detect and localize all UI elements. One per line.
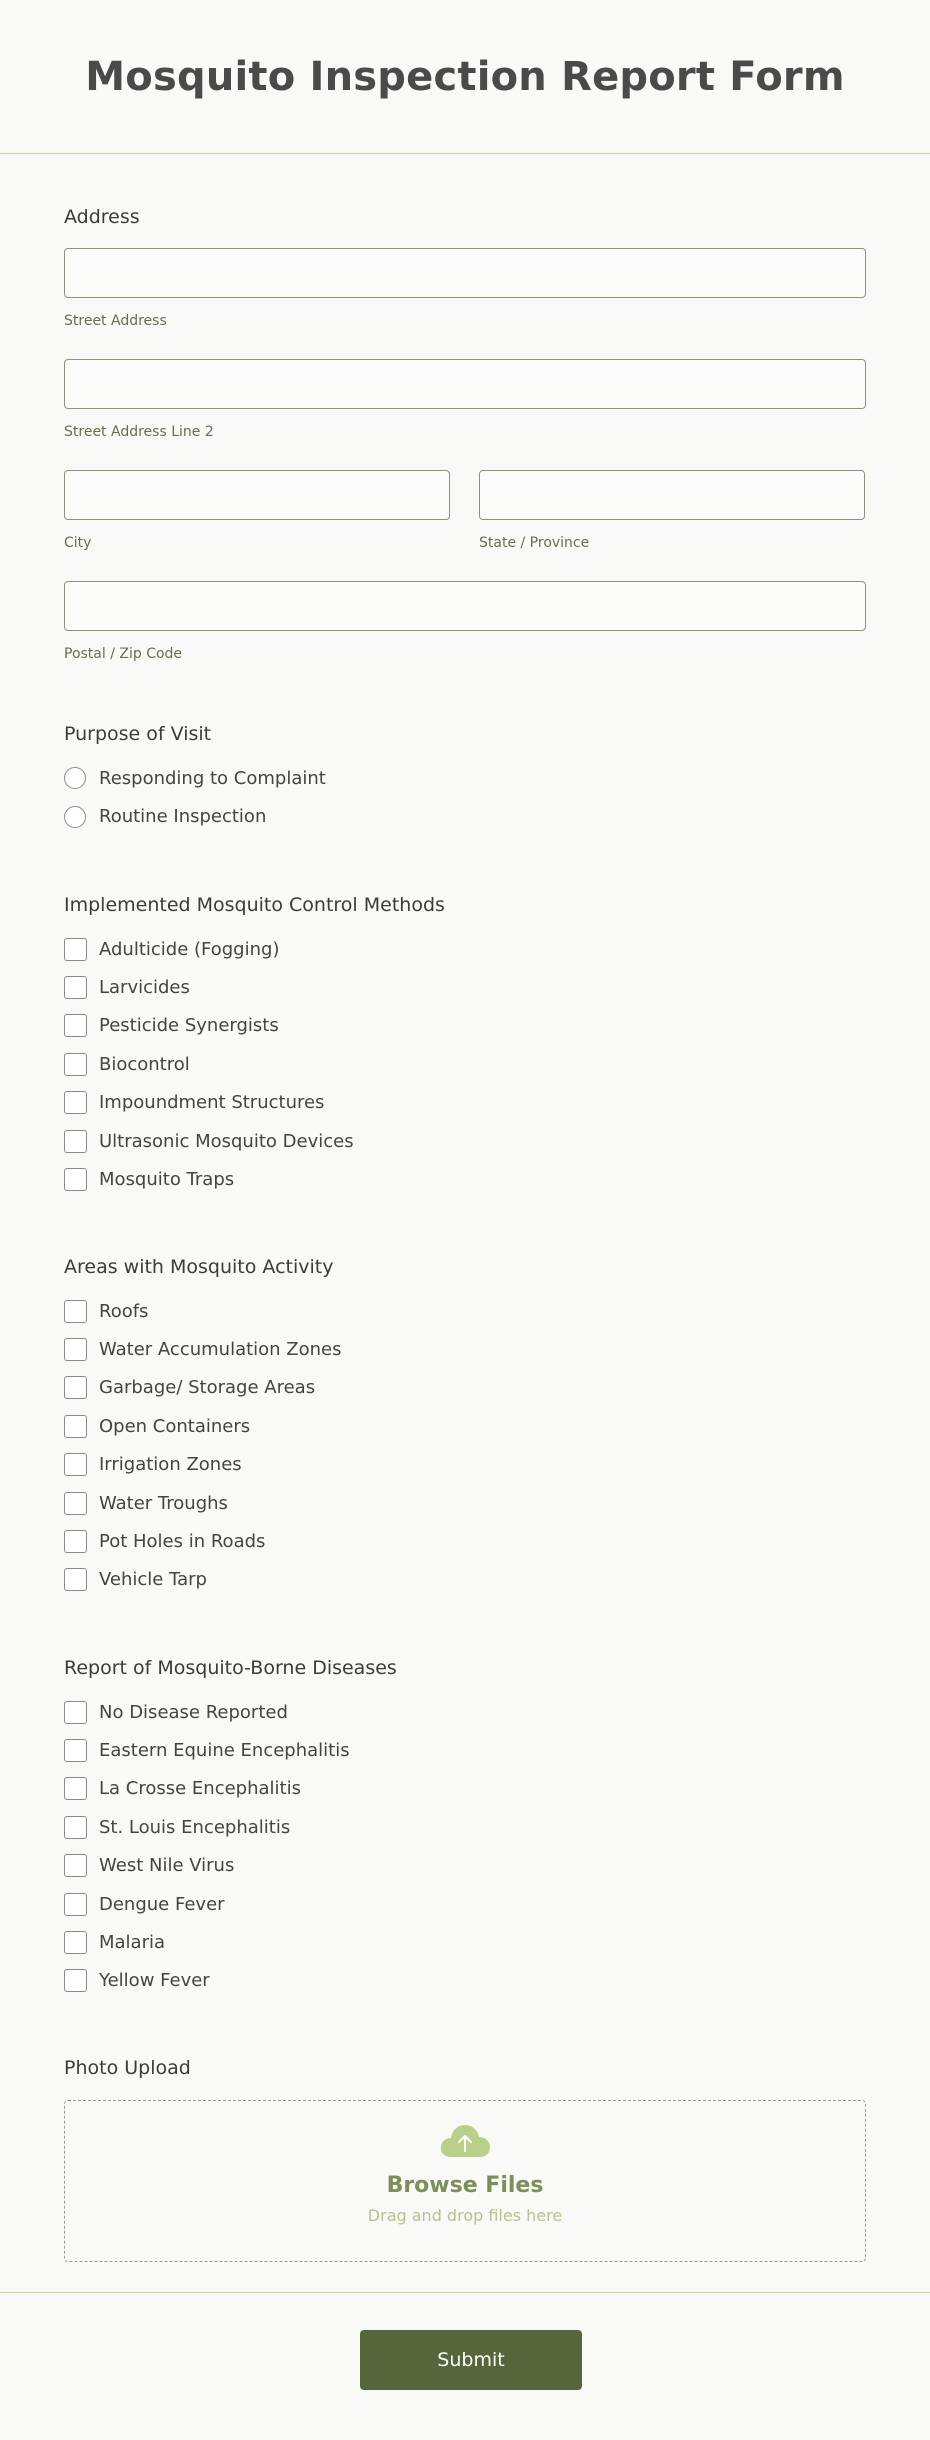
option-label: Malaria bbox=[99, 1932, 166, 1954]
checkbox[interactable] bbox=[64, 1376, 87, 1399]
radio-button[interactable] bbox=[64, 767, 86, 789]
activity-areas-section bbox=[64, 1256, 333, 1278]
address-section bbox=[64, 206, 140, 228]
area-option-pot-holes[interactable] bbox=[64, 1522, 342, 1560]
option-label: Larvicides bbox=[99, 977, 190, 999]
checkbox[interactable] bbox=[64, 1492, 87, 1515]
footer-divider bbox=[0, 2292, 930, 2293]
checkbox[interactable] bbox=[64, 1453, 87, 1476]
checkbox[interactable] bbox=[64, 1530, 87, 1553]
city-input[interactable] bbox=[64, 470, 450, 520]
checkbox[interactable] bbox=[64, 1816, 87, 1839]
disease-option-la-crosse[interactable] bbox=[64, 1770, 350, 1808]
option-label: Biocontrol bbox=[99, 1053, 190, 1075]
option-label: Eastern Equine Encephalitis bbox=[99, 1740, 350, 1762]
postal-code-sublabel: Postal / Zip Code bbox=[64, 646, 183, 662]
purpose-label: Purpose of Visit bbox=[64, 723, 212, 745]
purpose-options bbox=[64, 759, 326, 836]
street-address-input[interactable] bbox=[64, 248, 866, 298]
control-option-adulticide[interactable] bbox=[64, 930, 354, 968]
checkbox[interactable] bbox=[64, 1701, 87, 1724]
checkbox[interactable] bbox=[64, 1568, 87, 1591]
option-label: Routine Inspection bbox=[99, 806, 267, 828]
street-address-group bbox=[64, 248, 866, 329]
option-label: Mosquito Traps bbox=[99, 1169, 235, 1191]
option-label: Yellow Fever bbox=[99, 1970, 210, 1992]
option-label: Impoundment Structures bbox=[99, 1092, 325, 1114]
diseases-label: Report of Mosquito-Borne Diseases bbox=[64, 1657, 397, 1679]
option-label: Pot Holes in Roads bbox=[99, 1531, 266, 1553]
purpose-option-complaint[interactable] bbox=[64, 759, 326, 797]
checkbox[interactable] bbox=[64, 1415, 87, 1438]
disease-option-st-louis[interactable] bbox=[64, 1808, 350, 1846]
checkbox[interactable] bbox=[64, 938, 87, 961]
street-address-line2-group bbox=[64, 359, 866, 440]
option-label: Adulticide (Fogging) bbox=[99, 938, 280, 960]
purpose-section bbox=[64, 723, 211, 745]
form-header bbox=[0, 0, 930, 154]
photo-upload-section bbox=[64, 2057, 191, 2079]
activity-areas-options bbox=[64, 1292, 342, 1599]
form-title: Mosquito Inspection Report Form bbox=[85, 53, 845, 100]
city-sublabel: City bbox=[64, 535, 92, 551]
option-label: Ultrasonic Mosquito Devices bbox=[99, 1130, 354, 1152]
control-option-biocontrol[interactable] bbox=[64, 1045, 354, 1083]
state-sublabel: State / Province bbox=[479, 535, 590, 551]
option-label: Water Troughs bbox=[99, 1492, 228, 1514]
disease-option-yellow-fever[interactable] bbox=[64, 1962, 350, 2000]
area-option-irrigation[interactable] bbox=[64, 1446, 342, 1484]
option-label: Dengue Fever bbox=[99, 1893, 225, 1915]
browse-files-button[interactable]: Browse Files bbox=[386, 2173, 544, 2198]
option-label: West Nile Virus bbox=[99, 1855, 235, 1877]
street-address-line2-sublabel: Street Address Line 2 bbox=[64, 424, 214, 440]
checkbox[interactable] bbox=[64, 976, 87, 999]
purpose-option-routine[interactable] bbox=[64, 797, 326, 835]
checkbox[interactable] bbox=[64, 1091, 87, 1114]
disease-option-west-nile[interactable] bbox=[64, 1847, 350, 1885]
option-label: Garbage/ Storage Areas bbox=[99, 1377, 316, 1399]
street-address-sublabel: Street Address bbox=[64, 313, 167, 329]
activity-areas-label: Areas with Mosquito Activity bbox=[64, 1256, 334, 1278]
checkbox[interactable] bbox=[64, 1739, 87, 1762]
control-option-ultrasonic[interactable] bbox=[64, 1122, 354, 1160]
city-group bbox=[64, 470, 450, 551]
checkbox[interactable] bbox=[64, 1777, 87, 1800]
control-methods-options bbox=[64, 930, 354, 1199]
option-label: Vehicle Tarp bbox=[99, 1569, 207, 1591]
option-label: Open Containers bbox=[99, 1415, 251, 1437]
control-option-larvicides[interactable] bbox=[64, 968, 354, 1006]
submit-button[interactable]: Submit bbox=[360, 2330, 582, 2390]
postal-code-group bbox=[64, 581, 866, 662]
option-label: St. Louis Encephalitis bbox=[99, 1816, 291, 1838]
file-drop-zone[interactable] bbox=[64, 2100, 866, 2262]
area-option-vehicle-tarp[interactable] bbox=[64, 1561, 342, 1599]
option-label: Responding to Complaint bbox=[99, 767, 326, 789]
checkbox[interactable] bbox=[64, 1854, 87, 1877]
checkbox[interactable] bbox=[64, 1338, 87, 1361]
option-label: Roofs bbox=[99, 1300, 149, 1322]
option-label: Irrigation Zones bbox=[99, 1454, 242, 1476]
checkbox[interactable] bbox=[64, 1969, 87, 1992]
diseases-section bbox=[64, 1657, 397, 1679]
disease-option-malaria[interactable] bbox=[64, 1923, 350, 1961]
radio-button[interactable] bbox=[64, 806, 86, 828]
address-label: Address bbox=[64, 206, 140, 228]
control-option-impoundment[interactable] bbox=[64, 1084, 354, 1122]
drag-drop-hint: Drag and drop files here bbox=[367, 2206, 563, 2225]
disease-option-eee[interactable] bbox=[64, 1731, 350, 1769]
area-option-roofs[interactable] bbox=[64, 1292, 342, 1330]
area-option-water-accumulation[interactable] bbox=[64, 1330, 342, 1368]
area-option-open-containers[interactable] bbox=[64, 1407, 342, 1445]
area-option-garbage[interactable] bbox=[64, 1369, 342, 1407]
state-input[interactable] bbox=[479, 470, 865, 520]
control-option-traps[interactable] bbox=[64, 1160, 354, 1198]
photo-upload-label: Photo Upload bbox=[64, 2057, 191, 2079]
control-methods-label: Implemented Mosquito Control Methods bbox=[64, 894, 445, 916]
area-option-water-troughs[interactable] bbox=[64, 1484, 342, 1522]
checkbox[interactable] bbox=[64, 1130, 87, 1153]
checkbox[interactable] bbox=[64, 1893, 87, 1916]
street-address-line2-input[interactable] bbox=[64, 359, 866, 409]
postal-code-input[interactable] bbox=[64, 581, 866, 631]
checkbox[interactable] bbox=[64, 1053, 87, 1076]
state-group bbox=[479, 470, 865, 551]
checkbox[interactable] bbox=[64, 1300, 87, 1323]
checkbox[interactable] bbox=[64, 1168, 87, 1191]
option-label: Pesticide Synergists bbox=[99, 1015, 279, 1037]
disease-option-dengue[interactable] bbox=[64, 1885, 350, 1923]
diseases-options bbox=[64, 1693, 350, 2000]
city-state-row bbox=[64, 470, 866, 551]
option-label: No Disease Reported bbox=[99, 1701, 288, 1723]
checkbox[interactable] bbox=[64, 1014, 87, 1037]
control-option-synergists[interactable] bbox=[64, 1007, 354, 1045]
disease-option-none[interactable] bbox=[64, 1693, 350, 1731]
cloud-upload-icon bbox=[439, 2123, 491, 2159]
option-label: Water Accumulation Zones bbox=[99, 1339, 342, 1361]
checkbox[interactable] bbox=[64, 1931, 87, 1954]
control-methods-section bbox=[64, 894, 445, 916]
option-label: La Crosse Encephalitis bbox=[99, 1778, 301, 1800]
